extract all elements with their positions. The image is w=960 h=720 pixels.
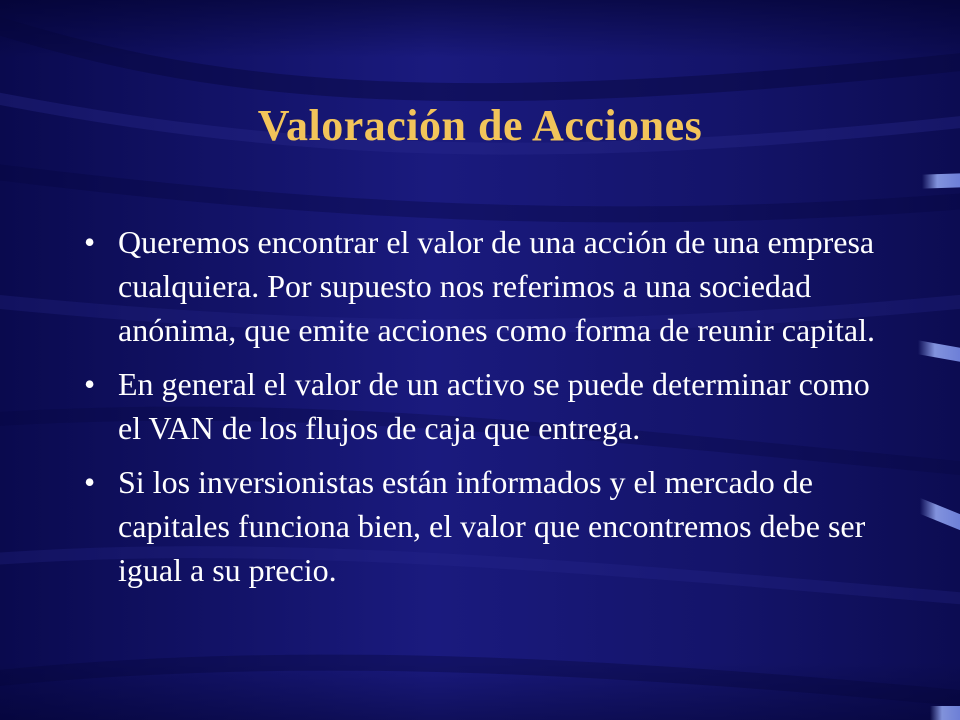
bullet-item	[80, 220, 890, 352]
bullet-dot: •	[84, 224, 96, 260]
bullet-dot: •	[84, 366, 96, 402]
streak	[0, 663, 960, 700]
slide-title: Valoración de Acciones	[257, 101, 703, 150]
edge-mark	[922, 173, 960, 188]
streak	[0, 20, 960, 92]
bullet-dot: •	[84, 464, 96, 500]
bullet-text: En general el valor de un activo se puede determinar como el VAN de los flujos de caja que entrega.	[118, 366, 870, 446]
bullet-item	[80, 362, 890, 450]
bullet-text: Queremos encontrar el valor de una acción de una empresa cualquiera. Por supuesto nos referimos a una sociedad anónima, que emite acciones como forma de reunir capital.	[118, 224, 876, 348]
streak	[0, 170, 960, 214]
bullet-item	[80, 460, 890, 592]
bullet-text: Si los inversionistas están informados y el mercado de capitales funciona bien, el valor que encontremos debe ser igual a su precio.	[118, 464, 866, 588]
bullet-list	[80, 220, 890, 602]
edge-mark	[930, 706, 960, 720]
